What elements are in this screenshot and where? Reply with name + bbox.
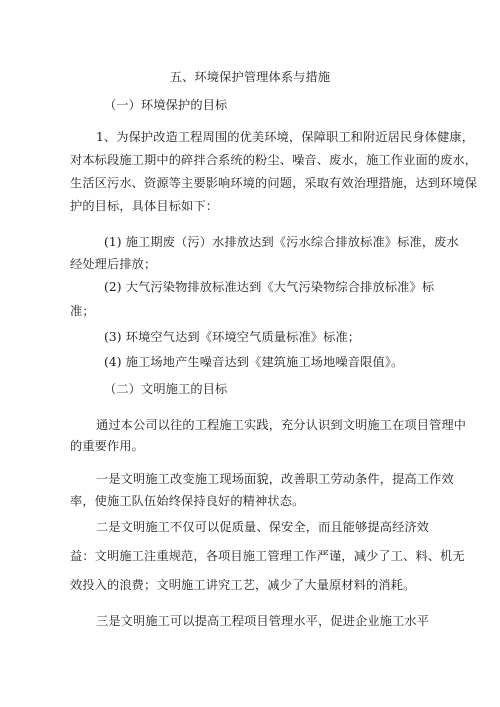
paragraph-line: 通过本公司以往的工程施工实践，充分认识到文明施工在项目管理中 (96, 418, 467, 432)
section-heading-civilized-construction: （二）文明施工的目标 (104, 382, 228, 396)
paragraph-line: 二是文明施工不仅可以促质量、保安全，而且能够提高经济效 (96, 520, 430, 534)
goal-item-continuation: 经处理后排放； (70, 257, 157, 271)
paragraph-line: 益：文明施工注重规范，各项目施工管理工作严谨，减少了工、料、机无 (70, 549, 465, 563)
paragraph-line: 一是文明施工改变施工现场面貌，改善职工劳动条件，提高工作效 (96, 472, 454, 486)
goal-item: (3) 环境空气达到《环境空气质量标准》标准； (104, 330, 361, 344)
paragraph-line: 护的目标，具体目标如下： (70, 199, 219, 213)
paragraph-line: 三是文明施工可以提高工程项目管理水平，促进企业施工水平 (96, 614, 430, 628)
paragraph-line: 率，使施工队伍始终保持良好的精神状态。 (70, 494, 305, 508)
goal-item-continuation: 准； (70, 304, 95, 318)
goal-item: (2) 大气污染物排放标准达到《大气污染物综合排放标准》标 (104, 280, 435, 294)
goal-item: (1) 施工期废（污）水排放达到《污水综合排放标准》标准，废水 (104, 235, 459, 249)
paragraph-line: 效投入的浪费；文明施工讲究工艺，减少了大量原材料的消耗。 (70, 578, 416, 592)
paragraph-line: 1、为保护改造工程周围的优美环境，保障职工和附近居民身体健康， (96, 130, 475, 144)
paragraph-line: 生活区污水、资源等主要影响环境的问题，采取有效治理措施，达到环境保 (70, 176, 478, 190)
document-title: 五、环境保护管理体系与措施 (169, 70, 331, 84)
goal-item: (4) 施工场地产生噪音达到《建筑施工场地噪音限值》。 (104, 355, 404, 369)
paragraph-line: 对本标段施工期中的碎拌合系统的粉尘、噪音、废水，施工作业面的废水， (70, 153, 478, 167)
section-heading-environment-goals: （一）环境保护的目标 (104, 98, 228, 112)
paragraph-line: 的重要作用。 (70, 439, 145, 453)
